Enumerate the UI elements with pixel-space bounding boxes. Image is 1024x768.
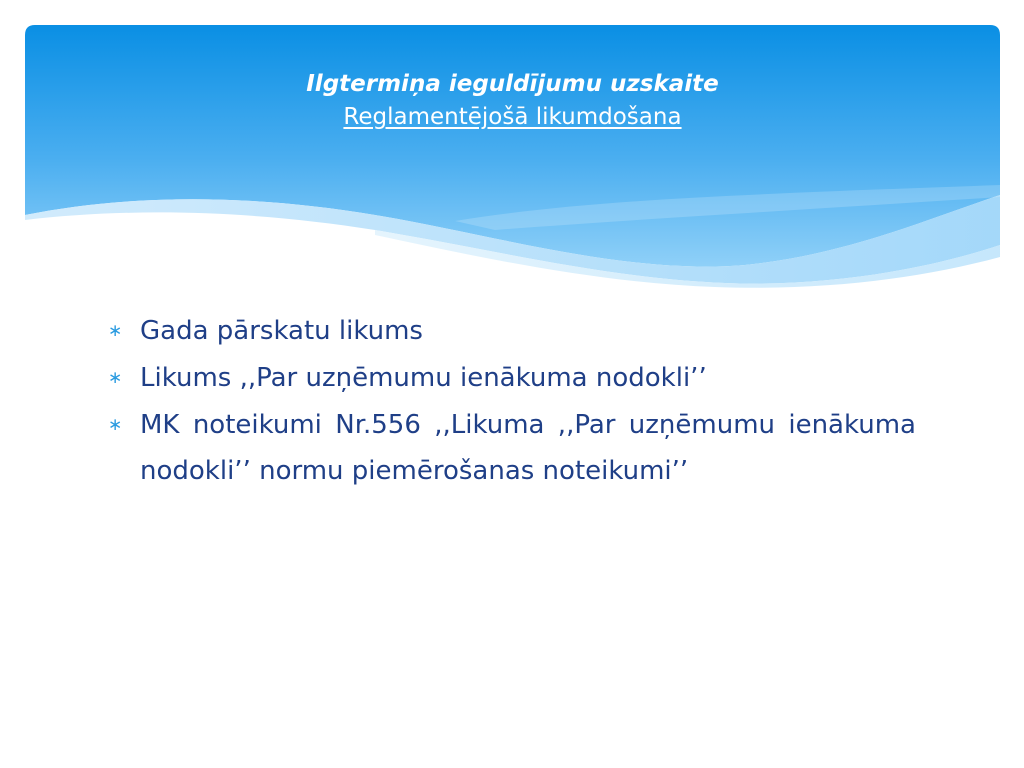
bullet-text: MK noteikumi Nr.556 ,,Likuma ,,Par uzņēmumu ienākuma nodokli’’ normu piemērošanas noteikumi’’ [140,410,916,486]
slide-title: Ilgtermiņa ieguldījumu uzskaite [306,71,719,97]
list-item [108,402,916,494]
list-item [108,308,916,355]
bullet-list [108,308,916,494]
bullet-text: Gada pārskatu likums [140,316,423,346]
list-item [108,355,916,402]
content-area [108,308,916,494]
asterisk-icon: ∗ [108,415,123,435]
slide-subtitle[interactable]: Reglamentējošā likumdošana [343,104,682,130]
header-banner [25,25,1000,290]
title-block [25,68,1000,134]
asterisk-icon: ∗ [108,368,123,388]
asterisk-icon: ∗ [108,321,123,341]
bullet-text: Likums ,,Par uzņēmumu ienākuma nodokli’’ [140,363,707,393]
header-wave-graphic [25,25,1000,290]
